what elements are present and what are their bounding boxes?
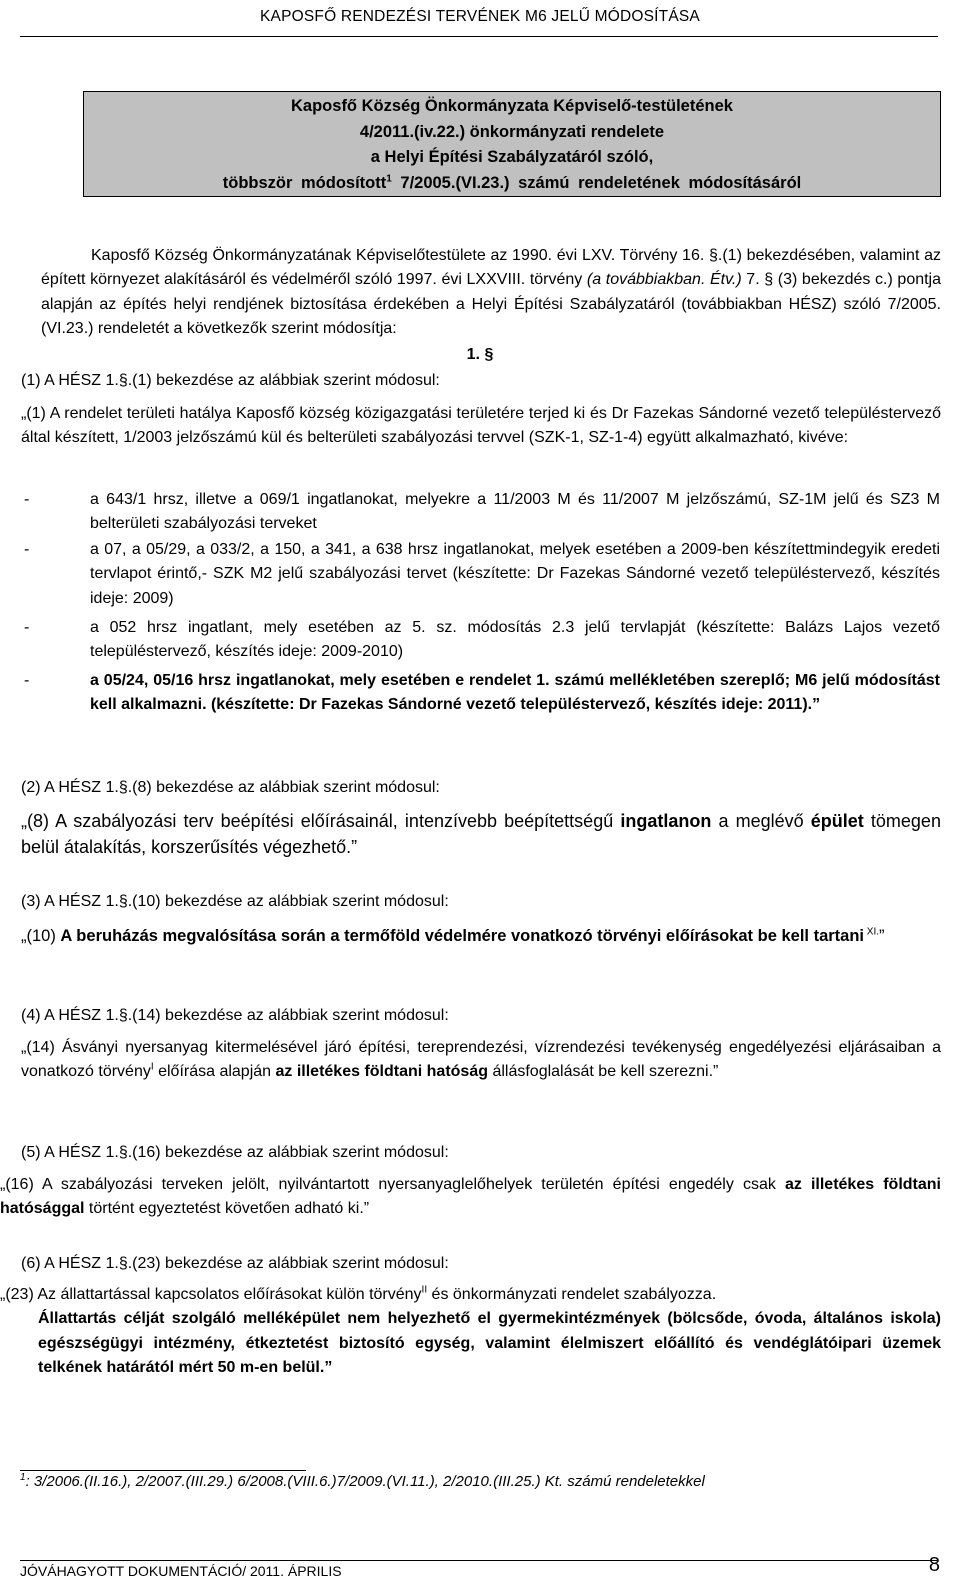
title-line-4-pre: többször módosított (222, 173, 387, 192)
exception-item-text: a 052 hrsz ingatlant, mely esetében az 5. sz. módosítás 2.3 jelű tervlapját (készítette: Balázs Lajos vezető településtervező, készítés ideje: 2009-2010) (90, 619, 940, 661)
amendment-3-text (21, 924, 941, 948)
exception-item-3 (0, 616, 960, 666)
title-line-2: 4/2011.(iv.22.) önkormányzati rendelete (359, 122, 665, 141)
quote-open: „(10) (21, 927, 61, 945)
text-run: állásfoglalását be kell szerezni.” (488, 1063, 719, 1081)
footer-rule (20, 1560, 938, 1561)
dash-mark: - (24, 541, 30, 558)
running-header: KAPOSFŐ RENDEZÉSI TERVÉNEK M6 JELŰ MÓDOSÍTÁSA (260, 8, 700, 25)
dash-mark: - (24, 672, 30, 689)
title-line-4-post: 7/2005.(VI.23.) számú rendeletének módosításáról (391, 173, 802, 192)
exception-item-1 (0, 488, 960, 538)
exception-item-text: a 05/24, 05/16 hrsz ingatlanokat, mely esetében e rendelet 1. számú mellékletében szereplő; M6 jelű módosítást kell alkalmazni. (készítette: Dr Fazekas Sándorné vezető településtervező, készítés ideje: 2011).” (90, 672, 940, 714)
bold-run: A beruházás megvalósítása során a termőföld védelmére vonatkozó törvényi előírásokat be kell tartani (60, 927, 865, 945)
amendment-4-intro: (4) A HÉSZ 1.§.(14) bekezdése az alábbiak szerint módosul: (21, 1007, 449, 1024)
text-run: és önkormányzati rendelet szabályozza. (427, 1286, 717, 1303)
text-run: a meglévő (711, 811, 811, 831)
amendment-1-text: „(1) A rendelet területi hatálya Kaposfő község közigazgatási területére terjed ki és Dr Fazekas Sándorné vezető településtervező által készített, 1/2003 jelzőszámú kül és belterületi szabályozási tervvel (SZK-1, SZ-1-4) együtt alkalmazható, kivéve: (21, 405, 941, 447)
amendment-6-intro: (6) A HÉSZ 1.§.(23) bekezdése az alábbiak szerint módosul: (21, 1255, 449, 1272)
amendment-4-text (21, 1036, 941, 1085)
preamble-part-1: Kaposfő Község Önkormányzatának Képviselőtestülete az 1990. évi LXV. Törvény 16. §.(1) bekezdésében, valamint az épített környezet alakításáról és védelméről szóló 1997. évi LXXVIII. törvény (41, 247, 941, 289)
endnote-ref: II (421, 1284, 428, 1296)
quote-close: ” (879, 927, 885, 945)
header-rule (20, 36, 938, 37)
footnote-mark: 1 (20, 1472, 26, 1483)
title-line-3: a Helyi Építési Szabályzatáról szóló, (370, 148, 654, 166)
bold-run: Állattartás célját szolgáló melléképület nem helyezhető el gyermekintézmények (bölcsőde, óvoda, általános iskola) egészségügyi intézmény, étkeztetést biztosító egység, valamint élelmiszert előállító és vendéglátóipari üzemek telkének határától mért 50 m-en belül.” (38, 1310, 941, 1376)
text-run: előírása alapján (153, 1063, 276, 1081)
endnote-ref: XI. (864, 926, 880, 938)
amendment-3-intro: (3) A HÉSZ 1.§.(10) bekezdése az alábbiak szerint módosul: (21, 893, 449, 910)
bold-run: az illetékes földtani hatóság (275, 1063, 488, 1081)
endnote-ref: I (150, 1061, 154, 1073)
quote-open: „(8) (21, 811, 56, 831)
amendment-5-text (0, 1173, 941, 1222)
exception-item-4 (0, 669, 960, 744)
title-box (83, 91, 941, 197)
amendment-5-intro: (5) A HÉSZ 1.§.(16) bekezdése az alábbiak szerint módosul: (21, 1144, 449, 1161)
exception-item-text: a 07, a 05/29, a 033/2, a 150, a 341, a 638 hrsz ingatlanokat, melyek esetében a 2009-ben készítettmindegyik eredeti tervlapot érintő,- SZK M2 jelű szabályozási tervet (készítette: Dr Fazekas Sándorné vezető településtervező, készítés ideje: 2009) (90, 541, 940, 607)
section-number: 1. § (466, 346, 494, 363)
dash-mark: - (24, 619, 30, 636)
text-run: „(14) Ásványi nyersanyag kitermelésével járó építési, tereprendezési, vízrendezési tevékenység engedélyezési eljárásaiban a vonatkozó törvény (21, 1039, 941, 1081)
preamble-italic: (a továbbiakban. Étv.) (586, 271, 742, 289)
title-line-4 (84, 171, 940, 197)
amendment-6-text (0, 1283, 941, 1380)
footnote-ref-1: 1 (386, 173, 392, 184)
text-run: tömegen belül átalakítás, korszerűsítés végezhető.” (21, 811, 941, 857)
footnote-rule (20, 1470, 306, 1471)
text-run: A szabályozási terv beépítési előírásainál, intenzívebb beépítettségű (55, 811, 621, 831)
text-run: „(16) A szabályozási terveken jelölt, nyilvántartott nyersanyaglelőhelyek területén építési engedély csak (0, 1176, 785, 1193)
exception-item-text: a 643/1 hrsz, illetve a 069/1 ingatlanokat, melyekre a 11/2003 M és 11/2007 M jelzőszámú, SZ-1M jelű és SZ3 M belterületi szabályozási terveket (90, 491, 940, 533)
text-run: történt egyeztetést követően adható ki.” (84, 1200, 370, 1218)
bold-run: ingatlanon (620, 811, 712, 831)
preamble-text (41, 244, 941, 341)
text-run: „(23) Az állattartással kapcsolatos előírásokat külön törvény (0, 1286, 422, 1303)
amendment-6-line (0, 1283, 941, 1307)
footnote-text: : 3/2006.(II.16.), 2/2007.(III.29.) 6/2008.(VIII.6.)7/2009.(VI.11.), 2/2010.(III.25.) Kt. számú rendeletekkel (25, 1473, 705, 1490)
bold-run: épület (810, 811, 864, 831)
title-line-1: Kaposfő Község Önkormányzata Képviselő-testületének (291, 97, 733, 115)
page-number: 8 (928, 1554, 940, 1576)
amendment-1-intro: (1) A HÉSZ 1.§.(1) bekezdése az alábbiak szerint módosul: (21, 372, 440, 389)
footer-label: JÓVÁHAGYOTT DOKUMENTÁCIÓ/ 2011. ÁPRILIS (20, 1563, 342, 1579)
bold-run: az illetékes földtani hatósággal (0, 1176, 941, 1218)
preamble-part-2: 7. § (3) bekezdés c.) pontja alapján az építés helyi rendjének biztosítása érdekében a Helyi Építési Szabályzatáról (továbbiakban HÉSZ) szóló 7/2005.(VI.23.) rendeletét a következők szerint módosítja: (41, 271, 942, 337)
preamble (41, 244, 941, 341)
footnote (20, 1473, 705, 1490)
amendment-2-intro: (2) A HÉSZ 1.§.(8) bekezdése az alábbiak szerint módosul: (21, 779, 440, 796)
amendment-2-text (21, 808, 941, 860)
dash-mark: - (24, 491, 30, 508)
exception-item-2 (0, 538, 960, 613)
